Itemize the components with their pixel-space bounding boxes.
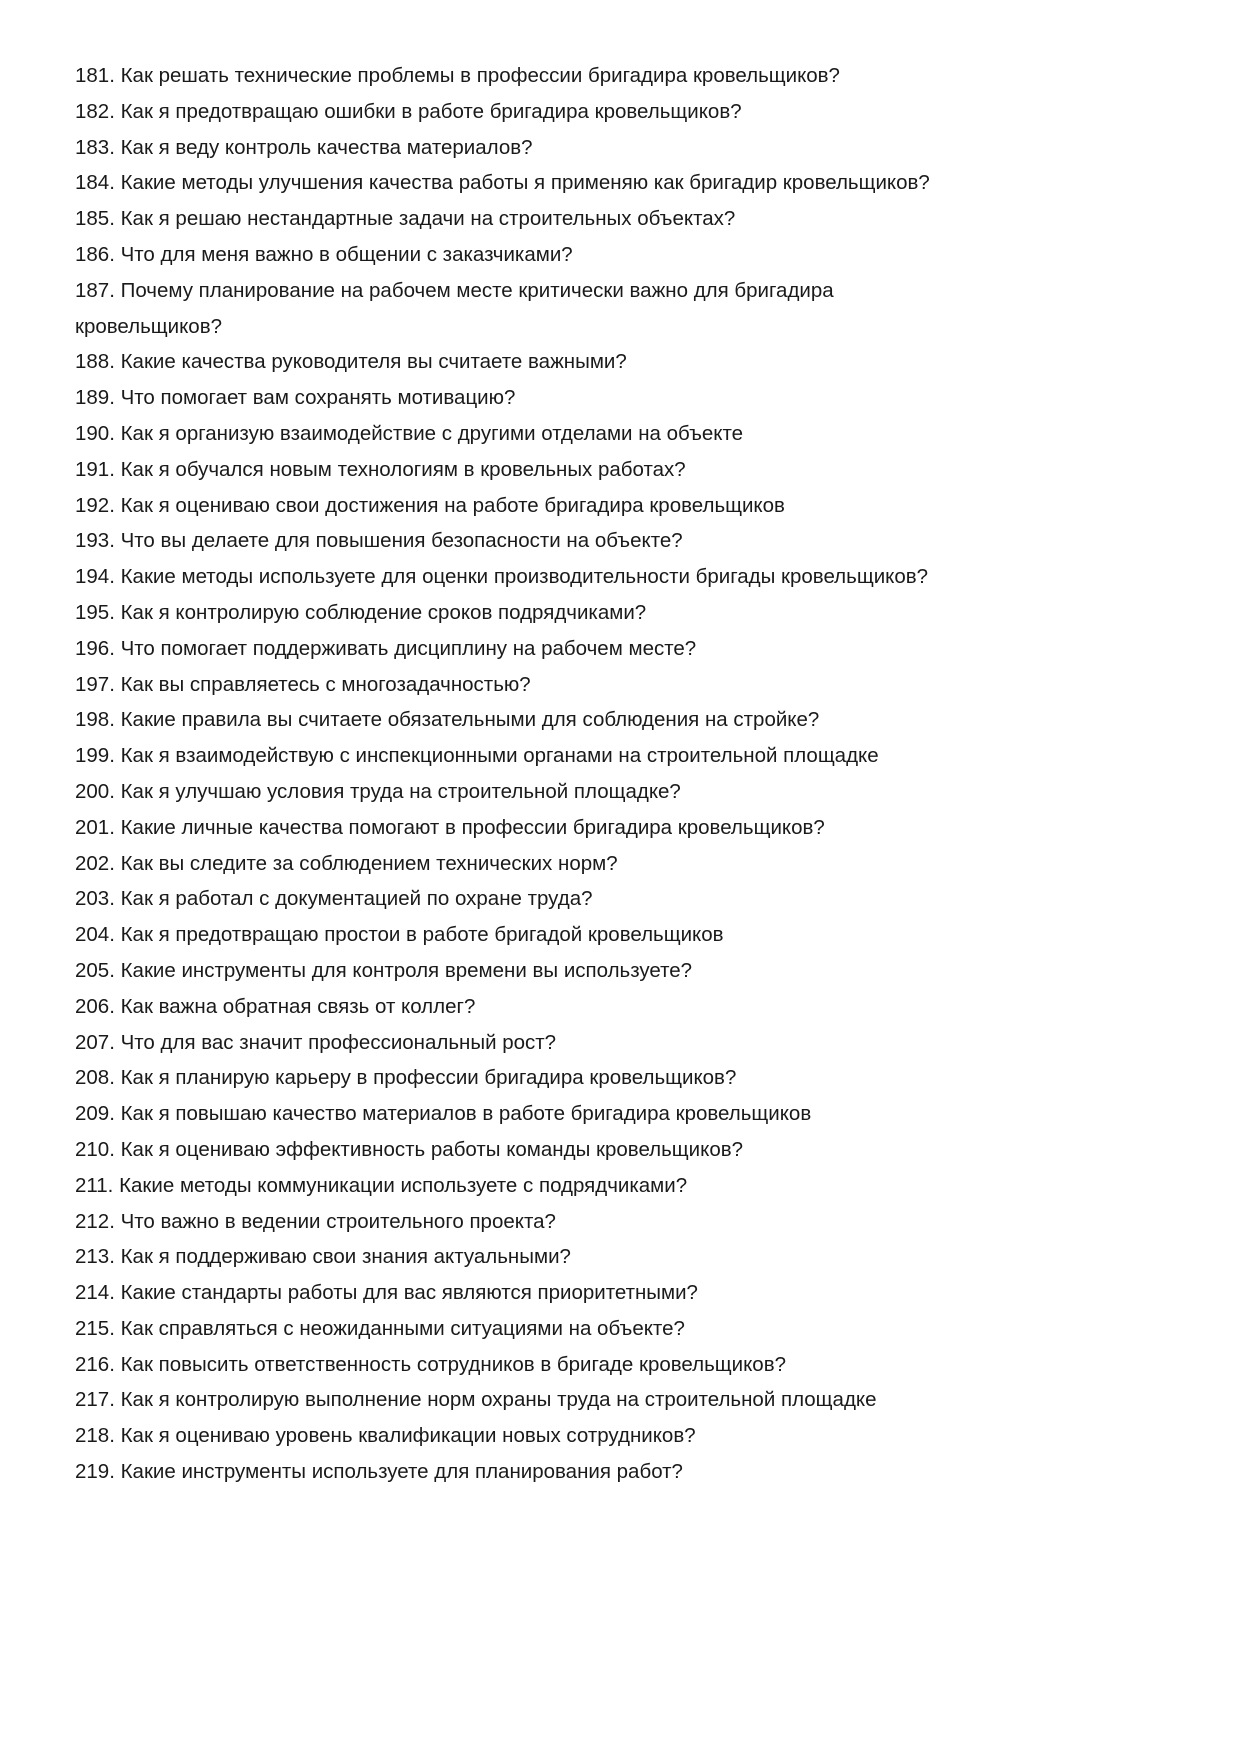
- question-line: [75, 1096, 930, 1132]
- question-item: [75, 1025, 930, 1061]
- question-number: 210.: [75, 1137, 115, 1161]
- question-line: [75, 1311, 930, 1347]
- question-text: Какие личные качества помогают в профессии бригадира кровельщиков?: [120, 815, 825, 839]
- question-line: [75, 595, 930, 631]
- question-text: Какие правила вы считаете обязательными для соблюдения на стройке?: [120, 708, 820, 732]
- question-item: [75, 165, 930, 201]
- question-text: Что важно в ведении строительного проекта?: [120, 1209, 556, 1233]
- question-item: [75, 595, 930, 631]
- question-number: 219.: [75, 1460, 115, 1484]
- question-item: [75, 94, 930, 130]
- question-text: Как я поддерживаю свои знания актуальными?: [120, 1245, 571, 1269]
- question-number: 201.: [75, 815, 115, 839]
- question-number: 200.: [75, 779, 115, 803]
- question-number: 217.: [75, 1388, 115, 1412]
- question-number: 183.: [75, 135, 115, 159]
- question-item: [75, 631, 930, 667]
- question-text: Как я предотвращаю простои в работе бригадой кровельщиков: [120, 923, 724, 947]
- question-item: [75, 846, 930, 882]
- question-text: Как я обучался новым технологиям в кровельных работах?: [120, 457, 686, 481]
- question-text: Как я оцениваю свои достижения на работе бригадира кровельщиков: [120, 493, 785, 517]
- question-item: [75, 702, 930, 738]
- question-text: Как справляться с неожиданными ситуациями на объекте?: [120, 1316, 685, 1340]
- question-line: [75, 237, 930, 273]
- question-item: [75, 237, 930, 273]
- question-line: [75, 488, 930, 524]
- question-number: 181.: [75, 64, 115, 87]
- question-number: 207.: [75, 1030, 115, 1054]
- question-item: [75, 380, 930, 416]
- question-text: Как решать технические проблемы в профессии бригадира кровельщиков?: [120, 64, 840, 87]
- question-line: [75, 201, 930, 237]
- question-line: [75, 344, 930, 380]
- question-line: [75, 631, 930, 667]
- question-line: [75, 667, 930, 703]
- question-number: 182.: [75, 99, 115, 123]
- question-text: Что вы делаете для повышения безопасности на объекте?: [120, 529, 683, 553]
- question-text: Какие инструменты для контроля времени вы используете?: [120, 958, 693, 982]
- question-item: [75, 953, 930, 989]
- question-item: [75, 559, 930, 595]
- question-item: [75, 58, 930, 94]
- question-item: [75, 1311, 930, 1347]
- question-number: 192.: [75, 493, 115, 517]
- question-line: [75, 1204, 930, 1240]
- question-item: [75, 774, 930, 810]
- question-line: [75, 273, 930, 309]
- question-number: 187.: [75, 278, 115, 302]
- question-number: 202.: [75, 851, 115, 875]
- question-line: [75, 1060, 930, 1096]
- question-number: 199.: [75, 744, 115, 768]
- question-item: [75, 667, 930, 703]
- question-line: [75, 1168, 930, 1204]
- question-text: Какие методы улучшения качества работы я применяю как бригадир кровельщиков?: [120, 171, 930, 195]
- question-number: 212.: [75, 1209, 115, 1233]
- question-number: 189.: [75, 386, 115, 410]
- question-item: [75, 1275, 930, 1311]
- question-text: Какие инструменты используете для планирования работ?: [120, 1460, 683, 1484]
- question-item: [75, 1239, 930, 1275]
- question-item: [75, 1168, 930, 1204]
- question-text: Как я веду контроль качества материалов?: [120, 135, 533, 159]
- question-text: Как я контролирую выполнение норм охраны труда на строительной площадке: [120, 1388, 877, 1412]
- question-number: 185.: [75, 207, 115, 231]
- question-text: Какие методы используете для оценки производительности бригады кровельщиков?: [120, 565, 929, 589]
- question-text: Как повысить ответственность сотрудников в бригаде кровельщиков?: [120, 1352, 786, 1376]
- question-line: [75, 1025, 930, 1061]
- question-text: Что помогает вам сохранять мотивацию?: [120, 386, 516, 410]
- question-line: [75, 953, 930, 989]
- question-text: Как я работал с документацией по охране труда?: [120, 887, 593, 911]
- question-item: [75, 810, 930, 846]
- question-number: 218.: [75, 1424, 115, 1448]
- question-text: Как я организую взаимодействие с другими отделами на объекте: [120, 421, 744, 445]
- question-text: Как я взаимодействую с инспекционными органами на строительной площадке: [120, 744, 879, 768]
- question-number: 193.: [75, 529, 115, 553]
- question-number: 209.: [75, 1102, 115, 1126]
- question-number: 195.: [75, 600, 115, 624]
- question-line: [75, 1275, 930, 1311]
- question-text: Что для меня важно в общении с заказчиками?: [120, 242, 573, 266]
- question-text: Какие качества руководителя вы считаете важными?: [120, 350, 627, 374]
- question-text: Почему планирование на рабочем месте критически важно для бригадира: [120, 278, 834, 302]
- question-line: [75, 881, 930, 917]
- question-line: [75, 738, 930, 774]
- question-line: [75, 1347, 930, 1383]
- question-text: Что для вас значит профессиональный рост?: [120, 1030, 557, 1054]
- question-text: Как вы справляетесь с многозадачностью?: [120, 672, 531, 696]
- question-text: Как я планирую карьеру в профессии бригадира кровельщиков?: [120, 1066, 737, 1090]
- question-text: Какие стандарты работы для вас являются приоритетными?: [120, 1281, 698, 1305]
- question-item: [75, 1132, 930, 1168]
- question-item: [75, 523, 930, 559]
- question-number: 216.: [75, 1352, 115, 1376]
- question-text: Как я повышаю качество материалов в работе бригадира кровельщиков: [120, 1102, 812, 1126]
- question-text: Как я улучшаю условия труда на строительной площадке?: [120, 779, 681, 803]
- question-line: [75, 989, 930, 1025]
- question-number: 188.: [75, 350, 115, 374]
- question-line: [75, 165, 930, 201]
- question-text: Как я решаю нестандартные задачи на строительных объектах?: [120, 207, 736, 231]
- question-number: 196.: [75, 636, 115, 660]
- question-number: 190.: [75, 421, 115, 445]
- question-number: 203.: [75, 887, 115, 911]
- question-item: [75, 416, 930, 452]
- question-item: [75, 881, 930, 917]
- question-line: [75, 917, 930, 953]
- question-number: 211.: [75, 1173, 114, 1197]
- question-line: [75, 1132, 930, 1168]
- question-item: [75, 917, 930, 953]
- question-item: [75, 738, 930, 774]
- question-item: [75, 1347, 930, 1383]
- question-number: 204.: [75, 923, 115, 947]
- question-line: [75, 1239, 930, 1275]
- question-line: [75, 1454, 930, 1490]
- question-line: [75, 774, 930, 810]
- question-line: [75, 130, 930, 166]
- question-line: [75, 702, 930, 738]
- question-number: 206.: [75, 994, 115, 1018]
- question-text: Какие методы коммуникации используете с подрядчиками?: [119, 1173, 688, 1197]
- question-text: Как я оцениваю эффективность работы команды кровельщиков?: [120, 1137, 744, 1161]
- question-line: [75, 1382, 930, 1418]
- question-item: [75, 1382, 930, 1418]
- question-text: Как важна обратная связь от коллег?: [120, 994, 476, 1018]
- question-item: [75, 989, 930, 1025]
- question-item: [75, 1060, 930, 1096]
- question-item: [75, 488, 930, 524]
- question-number: 197.: [75, 672, 115, 696]
- question-number: 214.: [75, 1281, 115, 1305]
- question-line: [75, 810, 930, 846]
- question-text: Как я контролирую соблюдение сроков подрядчиками?: [120, 600, 647, 624]
- question-item: [75, 1204, 930, 1240]
- question-number: 186.: [75, 242, 115, 266]
- question-line: [75, 94, 930, 130]
- question-number: 184.: [75, 171, 115, 195]
- question-line: [75, 846, 930, 882]
- question-item: [75, 1454, 930, 1490]
- question-text: Как я оцениваю уровень квалификации новых сотрудников?: [120, 1424, 696, 1448]
- question-item: [75, 273, 930, 345]
- question-item: [75, 1096, 930, 1132]
- question-line: [75, 416, 930, 452]
- question-line: [75, 523, 930, 559]
- question-line: [75, 559, 930, 595]
- question-text: Как я предотвращаю ошибки в работе бригадира кровельщиков?: [120, 99, 742, 123]
- question-number: 191.: [75, 457, 115, 481]
- question-text: Что помогает поддерживать дисциплину на рабочем месте?: [120, 636, 697, 660]
- question-number: 213.: [75, 1245, 115, 1269]
- question-line: [75, 1418, 930, 1454]
- question-item: [75, 1418, 930, 1454]
- question-number: 215.: [75, 1316, 115, 1340]
- question-item: [75, 344, 930, 380]
- question-text-continuation: кровельщиков?: [75, 314, 223, 338]
- question-line: [75, 452, 930, 488]
- question-item: [75, 201, 930, 237]
- question-number: 194.: [75, 565, 115, 589]
- question-item: [75, 130, 930, 166]
- question-number: 198.: [75, 708, 115, 732]
- question-number: 205.: [75, 958, 115, 982]
- question-line: [75, 58, 930, 94]
- question-list: [75, 58, 930, 1490]
- question-item: [75, 452, 930, 488]
- question-line: [75, 380, 930, 416]
- question-number: 208.: [75, 1066, 115, 1090]
- question-text: Как вы следите за соблюдением технических норм?: [120, 851, 618, 875]
